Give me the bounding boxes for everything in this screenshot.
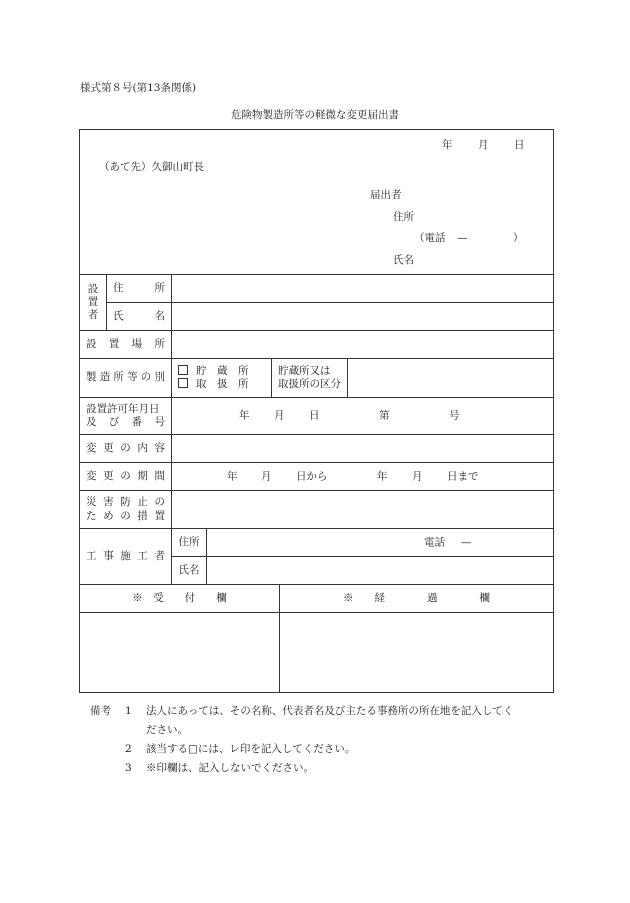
- date-month-label: 月: [478, 139, 489, 151]
- document-title: 危険物製造所等の軽微な変更届出書: [231, 109, 399, 121]
- storage-checkbox[interactable]: [178, 365, 188, 375]
- category-label: 製造所等の別: [80, 359, 172, 398]
- form-header-section: [80, 130, 554, 275]
- notifier-phone-open: （電話: [414, 232, 446, 244]
- disaster-prevention-label: 災害防止の ための措置: [80, 491, 172, 529]
- option-storage[interactable]: 貯 蔵 所: [178, 365, 271, 378]
- reception-header: ※ 受 付 欄: [80, 585, 280, 613]
- installer-address-field[interactable]: [172, 275, 554, 303]
- handling-checkbox[interactable]: [178, 378, 188, 388]
- notifier-address-label: 住所: [393, 211, 414, 223]
- category-options: [172, 359, 272, 398]
- note-item-3: ※印欄は、記入しないでください。: [146, 762, 314, 774]
- notifier-phone-close: ）: [513, 232, 524, 244]
- reception-box: [80, 613, 280, 693]
- change-period-label: 変更の期間: [80, 463, 172, 491]
- progress-header: ※ 経 過 欄: [280, 585, 554, 613]
- location-field[interactable]: [172, 331, 554, 359]
- category-subdivision-label: 貯蔵所又は 取扱所の区分: [272, 359, 348, 397]
- contractor-phone-label: 電話: [424, 535, 445, 548]
- notes-section: 備考 1 法人にあっては、その名称、代表者名及び主たる事務所の所在地を記入してく ださい。 2 該当する□には、レ印を記入してください。 3 ※印欄は、記入しないでください。: [90, 702, 111, 778]
- permit-label: 設置許可年月日 及び番号: [80, 398, 172, 435]
- change-content-field[interactable]: [172, 435, 554, 463]
- date-year-label: 年: [442, 139, 453, 151]
- notes-heading: 備考: [90, 705, 111, 717]
- note-item-1-cont: ださい。: [146, 724, 188, 736]
- note-item-2: 該当する□には、レ印を記入してください。: [146, 743, 356, 755]
- date-day-label: 日: [514, 139, 525, 151]
- option-handling[interactable]: 取 扱 所: [178, 378, 271, 391]
- installer-name-field[interactable]: [172, 303, 554, 331]
- installer-address-label: 住 所: [107, 275, 172, 303]
- disaster-prevention-field[interactable]: [172, 491, 554, 529]
- category-subdivision-cell: [272, 359, 554, 398]
- installer-group-label: 設 置 者: [80, 275, 107, 331]
- notification-form-table: [79, 129, 554, 693]
- contractor-label: 工事施工者: [80, 529, 172, 585]
- installer-name-label: 氏 名: [107, 303, 172, 331]
- progress-box: [280, 613, 554, 693]
- addressee: （あて先）久御山町長: [99, 161, 204, 173]
- contractor-address-label: 住所: [172, 529, 207, 557]
- change-content-label: 変更の内容: [80, 435, 172, 463]
- contractor-name-field[interactable]: [207, 557, 554, 585]
- notifier-label: 届出者: [370, 189, 402, 201]
- contractor-address-field[interactable]: [207, 529, 554, 557]
- form-number: 様式第８号(第13条関係): [80, 82, 197, 94]
- contractor-name-label: 氏名: [172, 557, 207, 585]
- contractor-phone-dash: —: [461, 535, 472, 548]
- location-label: 設置場所: [80, 331, 172, 359]
- category-subdivision-field[interactable]: [348, 359, 553, 397]
- change-period-field[interactable]: 年 月 日から 年 月 日まで: [172, 463, 554, 491]
- notifier-name-label: 氏名: [393, 254, 414, 266]
- note-item-1: 法人にあっては、その名称、代表者名及び主たる事務所の所在地を記入してく: [146, 705, 514, 717]
- notifier-phone-dash: —: [457, 232, 468, 244]
- permit-field[interactable]: 年 月 日 第 号: [172, 398, 554, 435]
